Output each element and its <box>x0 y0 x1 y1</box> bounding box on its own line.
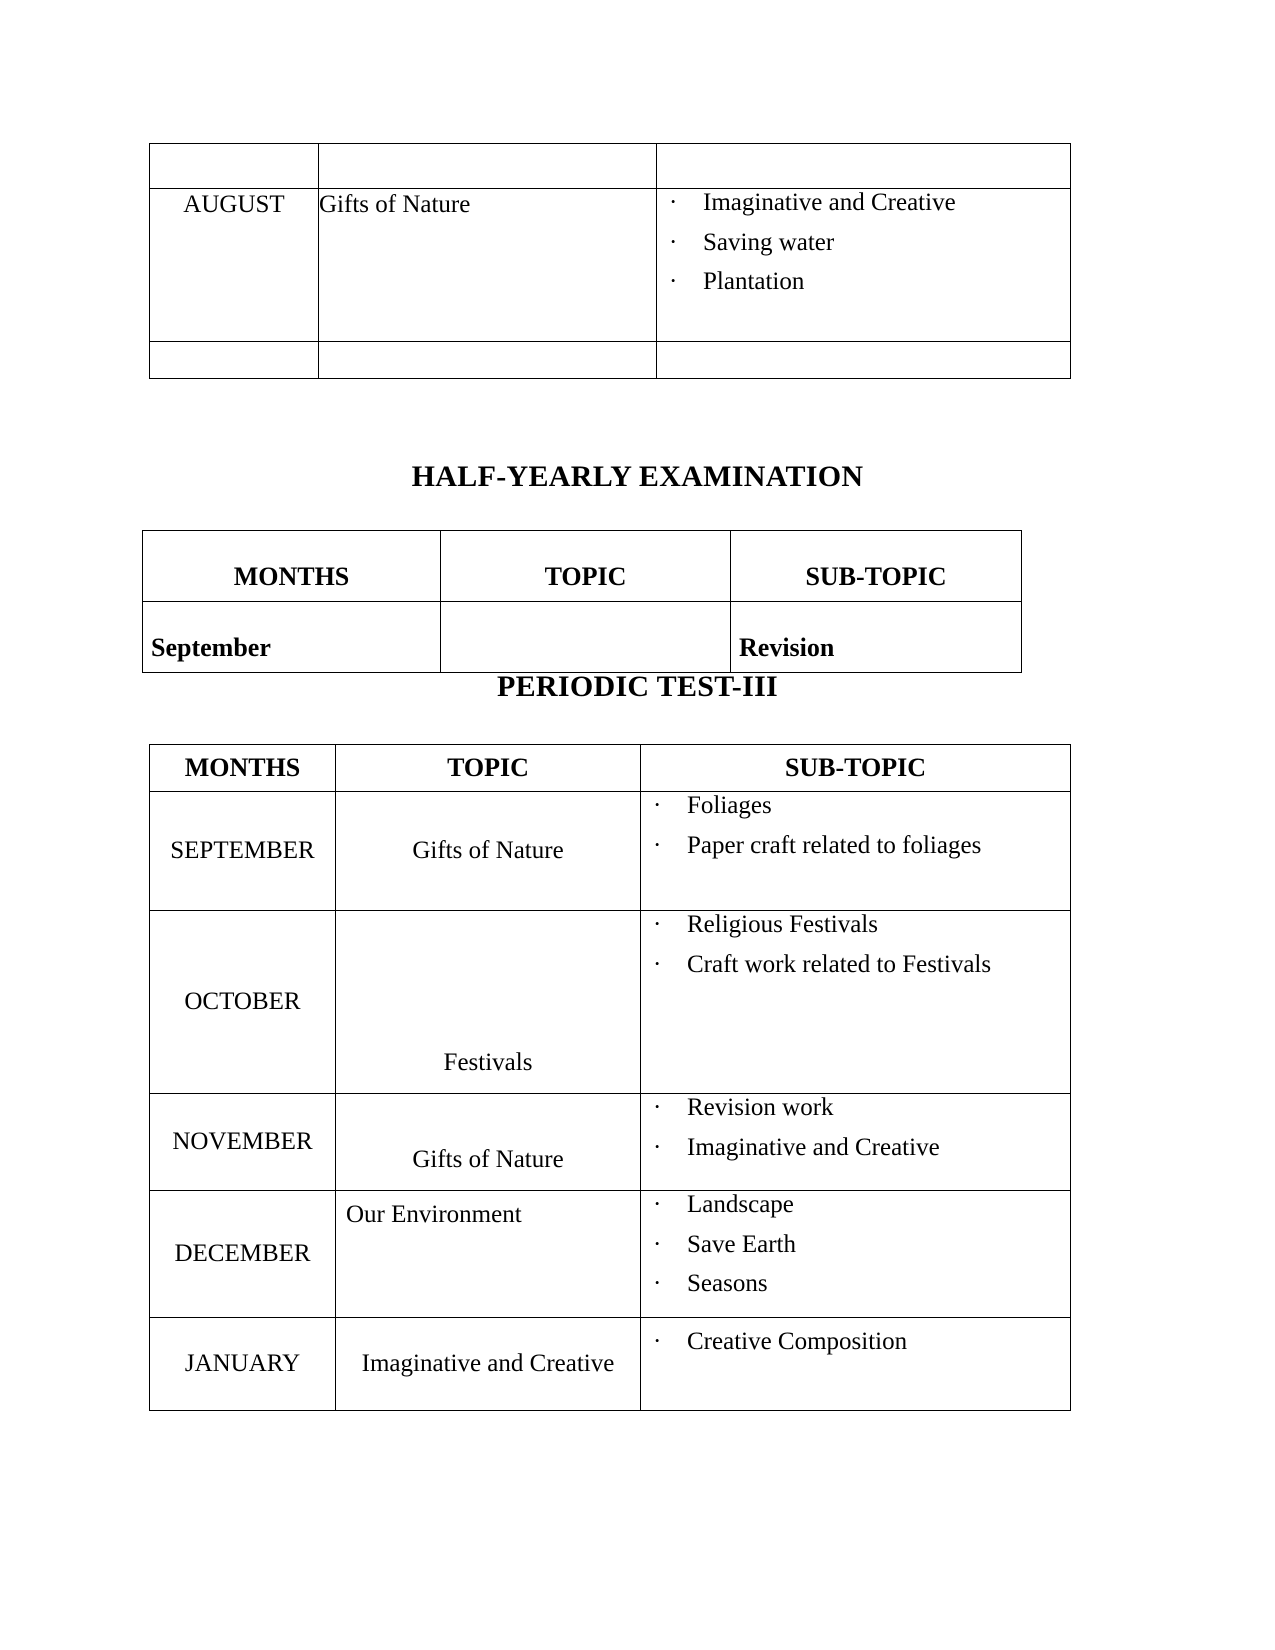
list-item-label: Imaginative and Creative <box>687 1133 940 1161</box>
cell-subtopic-august <box>657 189 1071 342</box>
column-header-months: MONTHS <box>143 531 441 602</box>
list-item <box>641 1231 1070 1259</box>
list-item-label: Religious Festivals <box>687 911 878 938</box>
cell-subtopic-december <box>641 1191 1071 1318</box>
list-item-label: Saving water <box>703 228 835 256</box>
cell-months-empty <box>150 144 319 189</box>
bullet-dot-icon: · <box>669 228 678 256</box>
cell-topic-august: Gifts of Nature <box>319 189 657 342</box>
list-item <box>641 911 1070 939</box>
cell-subtopic-january <box>641 1318 1071 1411</box>
heading-periodic-test-3: PERIODIC TEST-III <box>496 670 779 703</box>
cell-month-september: September <box>143 602 441 673</box>
table-row <box>150 144 1071 189</box>
list-item-label: Save Earth <box>687 1230 796 1258</box>
column-header-topic: TOPIC <box>441 531 731 602</box>
table-row <box>150 1191 1071 1318</box>
list-item-label: Plantation <box>703 268 805 295</box>
bullet-dot-icon: · <box>653 911 662 938</box>
table-row <box>150 1318 1071 1411</box>
table-header-row <box>143 531 1022 602</box>
list-item <box>641 792 1070 820</box>
list-item <box>657 268 1070 296</box>
list-item-label: Paper craft related to foliages <box>687 831 982 859</box>
column-header-subtopic: SUB-TOPIC <box>731 531 1022 602</box>
heading-half-yearly-examination: HALF-YEARLY EXAMINATION <box>411 460 864 493</box>
bullet-dot-icon: · <box>653 1094 662 1121</box>
august-continuation-table <box>149 143 1071 379</box>
cell-months-empty <box>150 342 319 379</box>
list-item-label: Seasons <box>687 1270 768 1297</box>
cell-topic-january: Imaginative and Creative <box>336 1318 641 1411</box>
list-item-label: Foliages <box>687 792 772 819</box>
cell-topic-empty <box>319 342 657 379</box>
cell-subtopic-november <box>641 1094 1071 1191</box>
list-item-label: Craft work related to Festivals <box>687 950 992 978</box>
cell-topic-october: Festivals <box>336 911 641 1094</box>
bullet-dot-icon: · <box>653 950 662 978</box>
table-row <box>150 189 1071 342</box>
periodic-test-3-table <box>149 744 1071 1411</box>
cell-subtopic-october <box>641 911 1071 1094</box>
table-row <box>150 792 1071 911</box>
cell-month-september: SEPTEMBER <box>150 792 336 911</box>
bullet-dot-icon: · <box>653 792 662 819</box>
list-item-label: Revision work <box>687 1094 834 1121</box>
table-row <box>143 602 1022 673</box>
table-row <box>150 911 1071 1094</box>
half-yearly-table <box>142 530 1022 673</box>
cell-month-august: AUGUST <box>150 189 319 342</box>
list-item-label: Creative Composition <box>687 1328 908 1355</box>
bullet-dot-icon: · <box>653 1133 662 1161</box>
list-item <box>641 832 1070 860</box>
list-item-label: Imaginative and Creative <box>703 189 956 216</box>
bullet-dot-icon: · <box>669 189 678 216</box>
column-header-subtopic: SUB-TOPIC <box>641 745 1071 792</box>
column-header-topic: TOPIC <box>336 745 641 792</box>
cell-subtopic-empty <box>657 342 1071 379</box>
cell-topic-september <box>441 602 731 673</box>
list-item <box>641 951 1070 979</box>
bullet-dot-icon: · <box>653 1230 662 1258</box>
bullet-dot-icon: · <box>653 1270 662 1297</box>
list-item-label: Landscape <box>687 1191 794 1218</box>
cell-month-november: NOVEMBER <box>150 1094 336 1191</box>
bullet-dot-icon: · <box>669 268 678 295</box>
list-item <box>641 1191 1070 1219</box>
table-header-row <box>150 745 1071 792</box>
cell-subtopic-september <box>641 792 1071 911</box>
cell-subtopic-september: Revision <box>731 602 1022 673</box>
cell-month-january: JANUARY <box>150 1318 336 1411</box>
cell-topic-empty <box>319 144 657 189</box>
cell-month-october: OCTOBER <box>150 911 336 1094</box>
list-item <box>641 1328 1070 1356</box>
list-item <box>641 1270 1070 1298</box>
list-item <box>641 1094 1070 1122</box>
list-item <box>641 1134 1070 1162</box>
cell-topic-november: Gifts of Nature <box>336 1094 641 1191</box>
table-row <box>150 342 1071 379</box>
bullet-dot-icon: · <box>653 1328 662 1355</box>
cell-topic-december: Our Environment <box>336 1191 641 1318</box>
cell-topic-september: Gifts of Nature <box>336 792 641 911</box>
cell-month-december: DECEMBER <box>150 1191 336 1318</box>
bullet-dot-icon: · <box>653 831 662 859</box>
bullet-dot-icon: · <box>653 1191 662 1218</box>
cell-subtopic-empty <box>657 144 1071 189</box>
list-item <box>657 229 1070 257</box>
column-header-months: MONTHS <box>150 745 336 792</box>
list-item <box>657 189 1070 217</box>
table-row <box>150 1094 1071 1191</box>
